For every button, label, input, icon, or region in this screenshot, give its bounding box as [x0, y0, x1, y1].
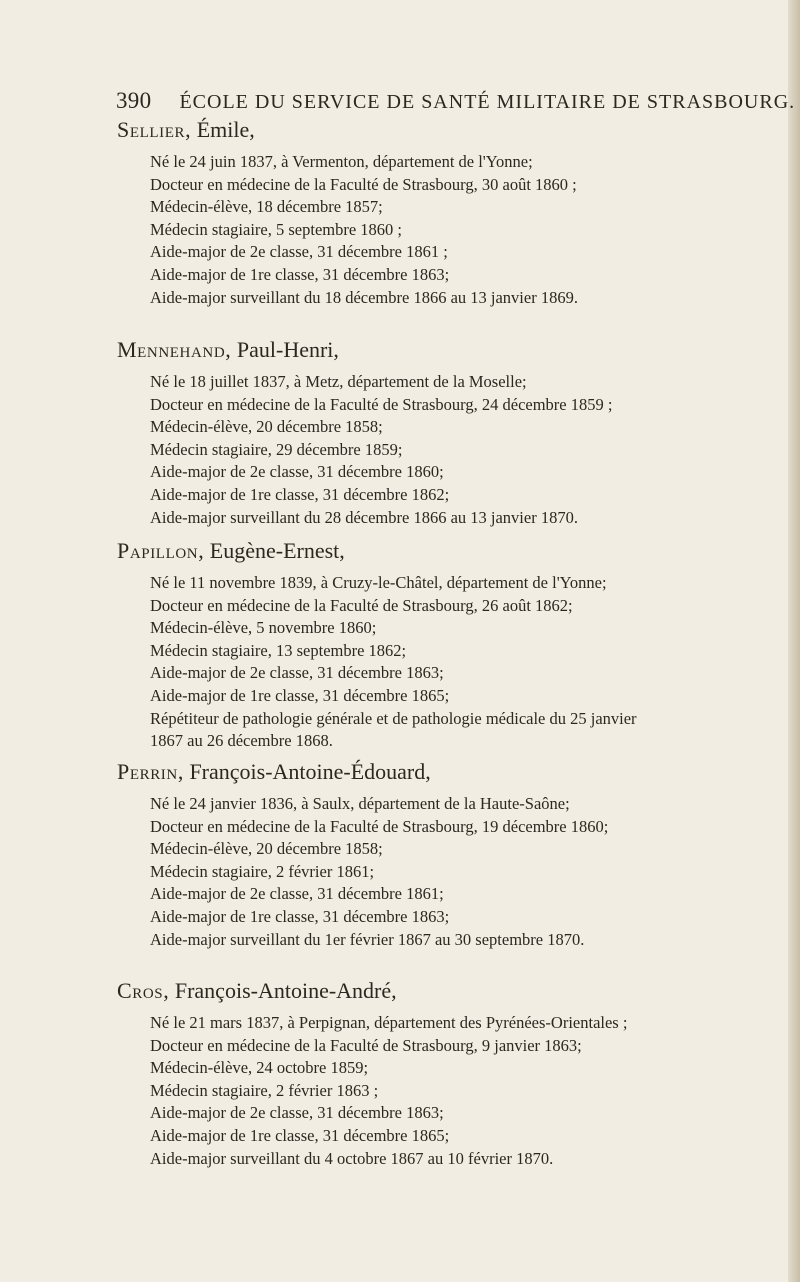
entry-line: Aide-major de 1re classe, 31 décembre 1865;: [150, 1125, 450, 1145]
entry-line: Médecin-élève, 18 décembre 1857;: [150, 197, 383, 217]
entry-name: [117, 538, 757, 564]
entry-surname: Sellier,: [117, 117, 192, 142]
entry-name: [117, 117, 757, 143]
entry-line: Docteur en médecine de la Faculté de Strasbourg, 26 août 1862;: [150, 595, 573, 615]
entry-line: Né le 24 juin 1837, à Vermenton, département de l'Yonne;: [150, 152, 533, 171]
entry-line: Docteur en médecine de la Faculté de Strasbourg, 19 décembre 1860;: [150, 816, 609, 836]
page-edge-shadow: [788, 0, 800, 1282]
entry-given-names: François-Antoine-Édouard,: [189, 759, 431, 784]
entry-line: Aide-major surveillant du 28 décembre 1866 au 13 janvier 1870.: [150, 507, 578, 527]
entry-given-names: Eugène-Ernest,: [209, 538, 345, 563]
entry-line: Aide-major de 2e classe, 31 décembre 1861;: [150, 884, 444, 904]
page-header: [116, 88, 796, 114]
entry-line: Aide-major de 2e classe, 31 décembre 1863;: [150, 663, 444, 683]
biography-entry-cros: [117, 978, 757, 1170]
biography-entry-papillon: [117, 538, 757, 753]
entry-line: Aide-major de 1re classe, 31 décembre 1862;: [150, 484, 450, 504]
entry-line: Aide-major surveillant du 18 décembre 1866 au 13 janvier 1869.: [150, 287, 578, 307]
entry-line: Aide-major surveillant du 1er février 1867 au 30 septembre 1870.: [150, 929, 585, 949]
entry-line: Né le 24 janvier 1836, à Saulx, département de la Haute-Saône;: [150, 794, 570, 813]
entry-line: Médecin-élève, 20 décembre 1858;: [150, 417, 383, 437]
entry-line: 1867 au 26 décembre 1868.: [150, 731, 333, 751]
entry-line: Docteur en médecine de la Faculté de Strasbourg, 9 janvier 1863;: [150, 1035, 582, 1055]
entry-surname: Cros,: [117, 978, 170, 1003]
entry-name: [117, 978, 757, 1004]
entry-given-names: Paul-Henri,: [236, 337, 339, 362]
entry-line: Médecin stagiaire, 13 septembre 1862;: [150, 640, 407, 660]
entry-line: Aide-major de 2e classe, 31 décembre 1861 ;: [150, 242, 448, 262]
entry-name: [117, 759, 757, 785]
entry-line: Aide-major surveillant du 4 octobre 1867 au 10 février 1870.: [150, 1148, 554, 1168]
entry-line: Aide-major de 1re classe, 31 décembre 1865;: [150, 685, 450, 705]
entry-given-names: Émile,: [196, 117, 255, 142]
entry-line: Aide-major de 1re classe, 31 décembre 1863;: [150, 906, 450, 926]
biography-entry-perrin: [117, 759, 757, 951]
entry-line: Docteur en médecine de la Faculté de Strasbourg, 30 août 1860 ;: [150, 174, 577, 194]
running-title: ÉCOLE DU SERVICE DE SANTÉ MILITAIRE DE STRASBOURG.: [179, 91, 796, 113]
entry-given-names: François-Antoine-André,: [174, 978, 397, 1003]
entry-line: Médecin stagiaire, 2 février 1861;: [150, 861, 375, 881]
entry-line: Aide-major de 2e classe, 31 décembre 1860;: [150, 462, 444, 482]
entry-name: [117, 337, 757, 363]
entry-line: Docteur en médecine de la Faculté de Strasbourg, 24 décembre 1859 ;: [150, 394, 613, 414]
biography-entry-mennehand: [117, 337, 757, 529]
entry-line: Médecin stagiaire, 2 février 1863 ;: [150, 1080, 379, 1100]
entry-line: Né le 18 juillet 1837, à Metz, département de la Moselle;: [150, 372, 527, 391]
entry-line: Aide-major de 1re classe, 31 décembre 1863;: [150, 264, 450, 284]
entry-surname: Perrin,: [117, 759, 184, 784]
entry-line: Médecin-élève, 5 novembre 1860;: [150, 618, 377, 638]
entry-line: Médecin-élève, 20 décembre 1858;: [150, 839, 383, 859]
entry-line: Né le 21 mars 1837, à Perpignan, département des Pyrénées-Orientales ;: [150, 1013, 628, 1032]
entry-surname: Papillon,: [117, 538, 205, 563]
entry-line: Né le 11 novembre 1839, à Cruzy-le-Châtel, département de l'Yonne;: [150, 573, 607, 592]
biography-entry-sellier: [117, 117, 757, 309]
entry-line: Médecin stagiaire, 5 septembre 1860 ;: [150, 219, 403, 239]
entry-line: Médecin stagiaire, 29 décembre 1859;: [150, 439, 403, 459]
entry-surname: Mennehand,: [117, 337, 232, 362]
entry-line: Médecin-élève, 24 octobre 1859;: [150, 1058, 369, 1078]
entry-line: Aide-major de 2e classe, 31 décembre 1863;: [150, 1103, 444, 1123]
page-number: 390: [116, 88, 152, 113]
entry-line: Répétiteur de pathologie générale et de pathologie médicale du 25 janvier: [150, 708, 637, 728]
